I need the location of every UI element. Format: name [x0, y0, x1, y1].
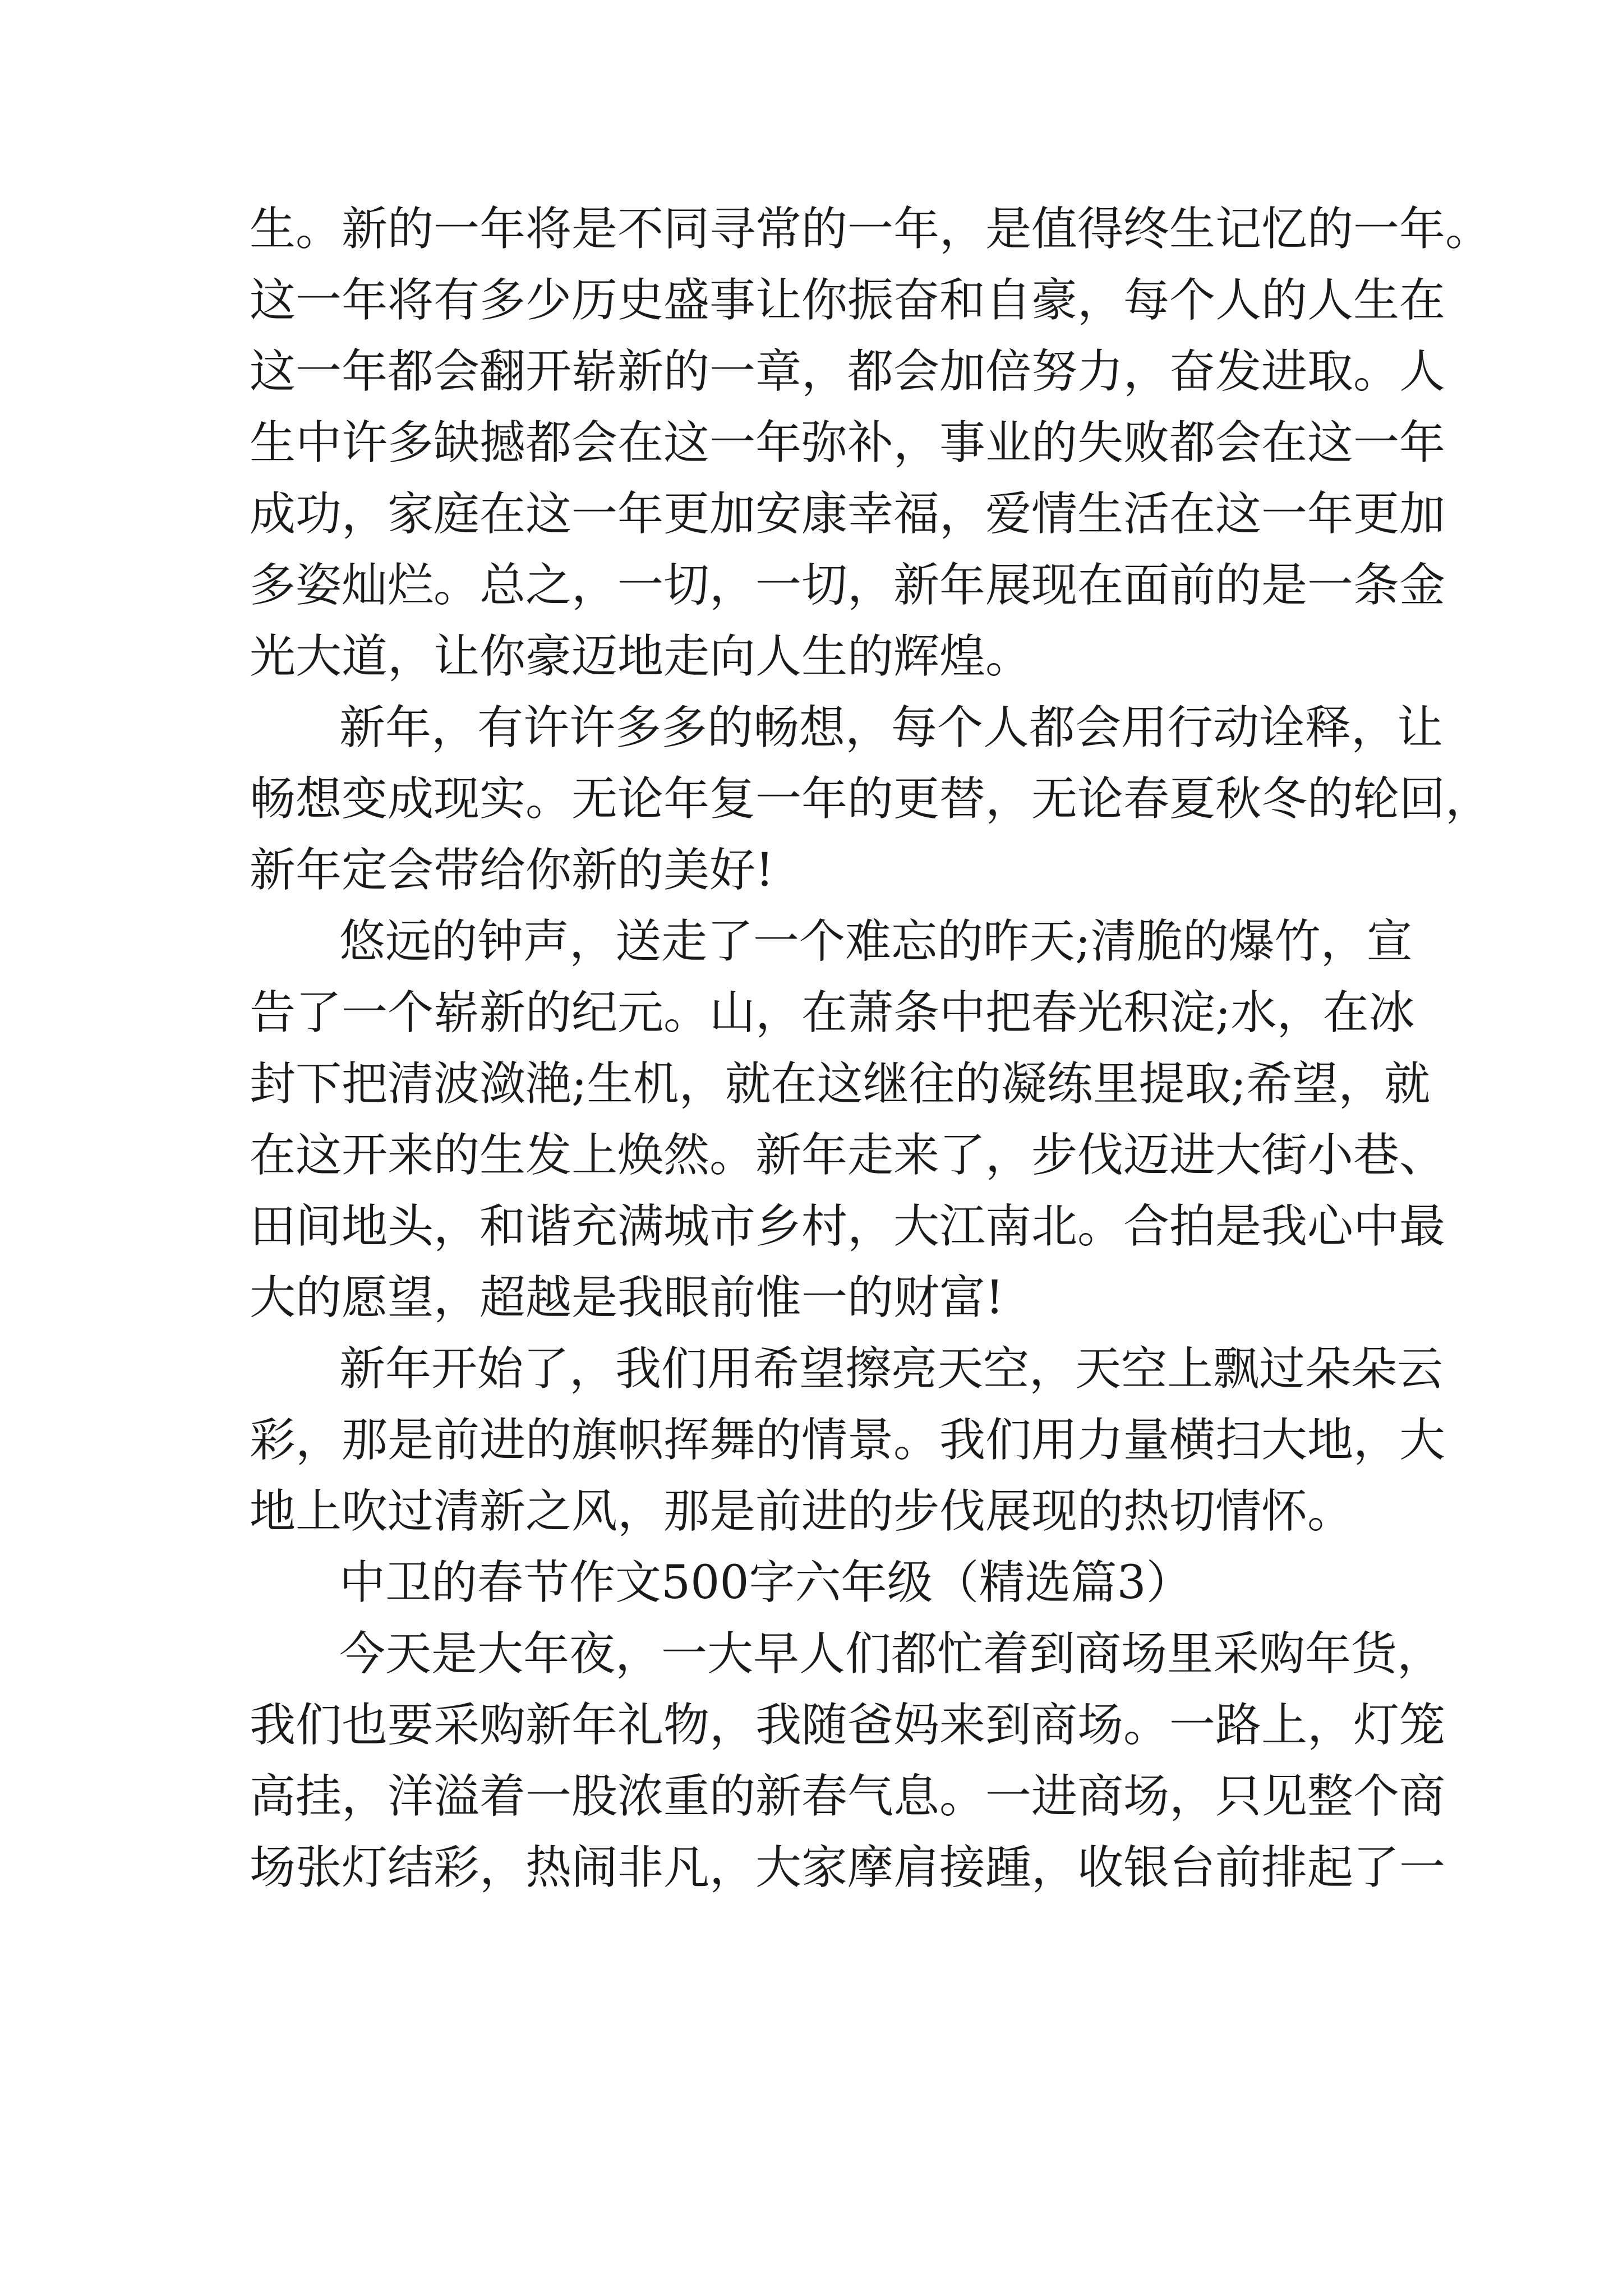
text-line: 这一年都会翻开崭新的一章，都会加倍努力，奋发进取。人 [250, 345, 1446, 398]
document-body [250, 194, 1492, 1903]
paragraph-first-line: 新年，有许许多多的畅想，每个人都会用行动诠释，让 [339, 701, 1444, 754]
paragraph-first-line: 新年开始了，我们用希望擦亮天空，天空上飘过朵朵云 [339, 1342, 1444, 1396]
text-line: 地上吹过清新之风，那是前进的步伐展现的热切情怀。 [250, 1485, 1354, 1538]
text-line: 田间地头，和谐充满城市乡村，大江南北。合拍是我心中最 [250, 1200, 1446, 1253]
text-line: 成功，家庭在这一年更加安康幸福，爱情生活在这一年更加 [250, 487, 1446, 541]
text-line: 多姿灿烂。总之，一切，一切，新年展现在面前的是一条金 [250, 559, 1446, 612]
text-line: 大的愿望，超越是我眼前惟一的财富! [250, 1271, 1004, 1324]
text-line: 生中许多缺撼都会在这一年弥补，事业的失败都会在这一年 [250, 416, 1446, 470]
text-line: 生。新的一年将是不同寻常的一年，是值得终生记忆的一年。 [250, 203, 1492, 256]
text-line: 封下把清波潋滟;生机，就在这继往的凝练里提取;希望，就 [250, 1057, 1431, 1111]
paragraph-first-line: 今天是大年夜，一大早人们都忙着到商场里采购年货， [339, 1627, 1444, 1681]
text-line: 畅想变成现实。无论年复一年的更替，无论春夏秋冬的轮回， [250, 772, 1492, 826]
text-line: 新年定会带给你新的美好! [250, 844, 774, 897]
text-line: 我们也要采购新年礼物，我随爸妈来到商场。一路上，灯笼 [250, 1699, 1446, 1752]
section-heading: 中卫的春节作文500字六年级（精选篇3） [339, 1556, 1192, 1609]
text-line: 在这开来的生发上焕然。新年走来了，步伐迈进大街小巷、 [250, 1129, 1446, 1182]
text-line: 这一年将有多少历史盛事让你振奋和自豪，每个人的人生在 [250, 274, 1446, 327]
text-line: 光大道，让你豪迈地走向人生的辉煌。 [250, 630, 1032, 683]
text-line: 高挂，洋溢着一股浓重的新春气息。一进商场，只见整个商 [250, 1770, 1446, 1823]
text-line: 告了一个崭新的纪元。山，在萧条中把春光积淀;水，在冰 [250, 986, 1415, 1039]
text-line: 彩，那是前进的旗帜挥舞的情景。我们用力量横扫大地，大 [250, 1414, 1446, 1467]
text-line: 场张灯结彩，热闹非凡，大家摩肩接踵，收银台前排起了一 [250, 1841, 1446, 1894]
paragraph-first-line: 悠远的钟声，送走了一个难忘的昨天;清脆的爆竹，宣 [339, 915, 1413, 968]
